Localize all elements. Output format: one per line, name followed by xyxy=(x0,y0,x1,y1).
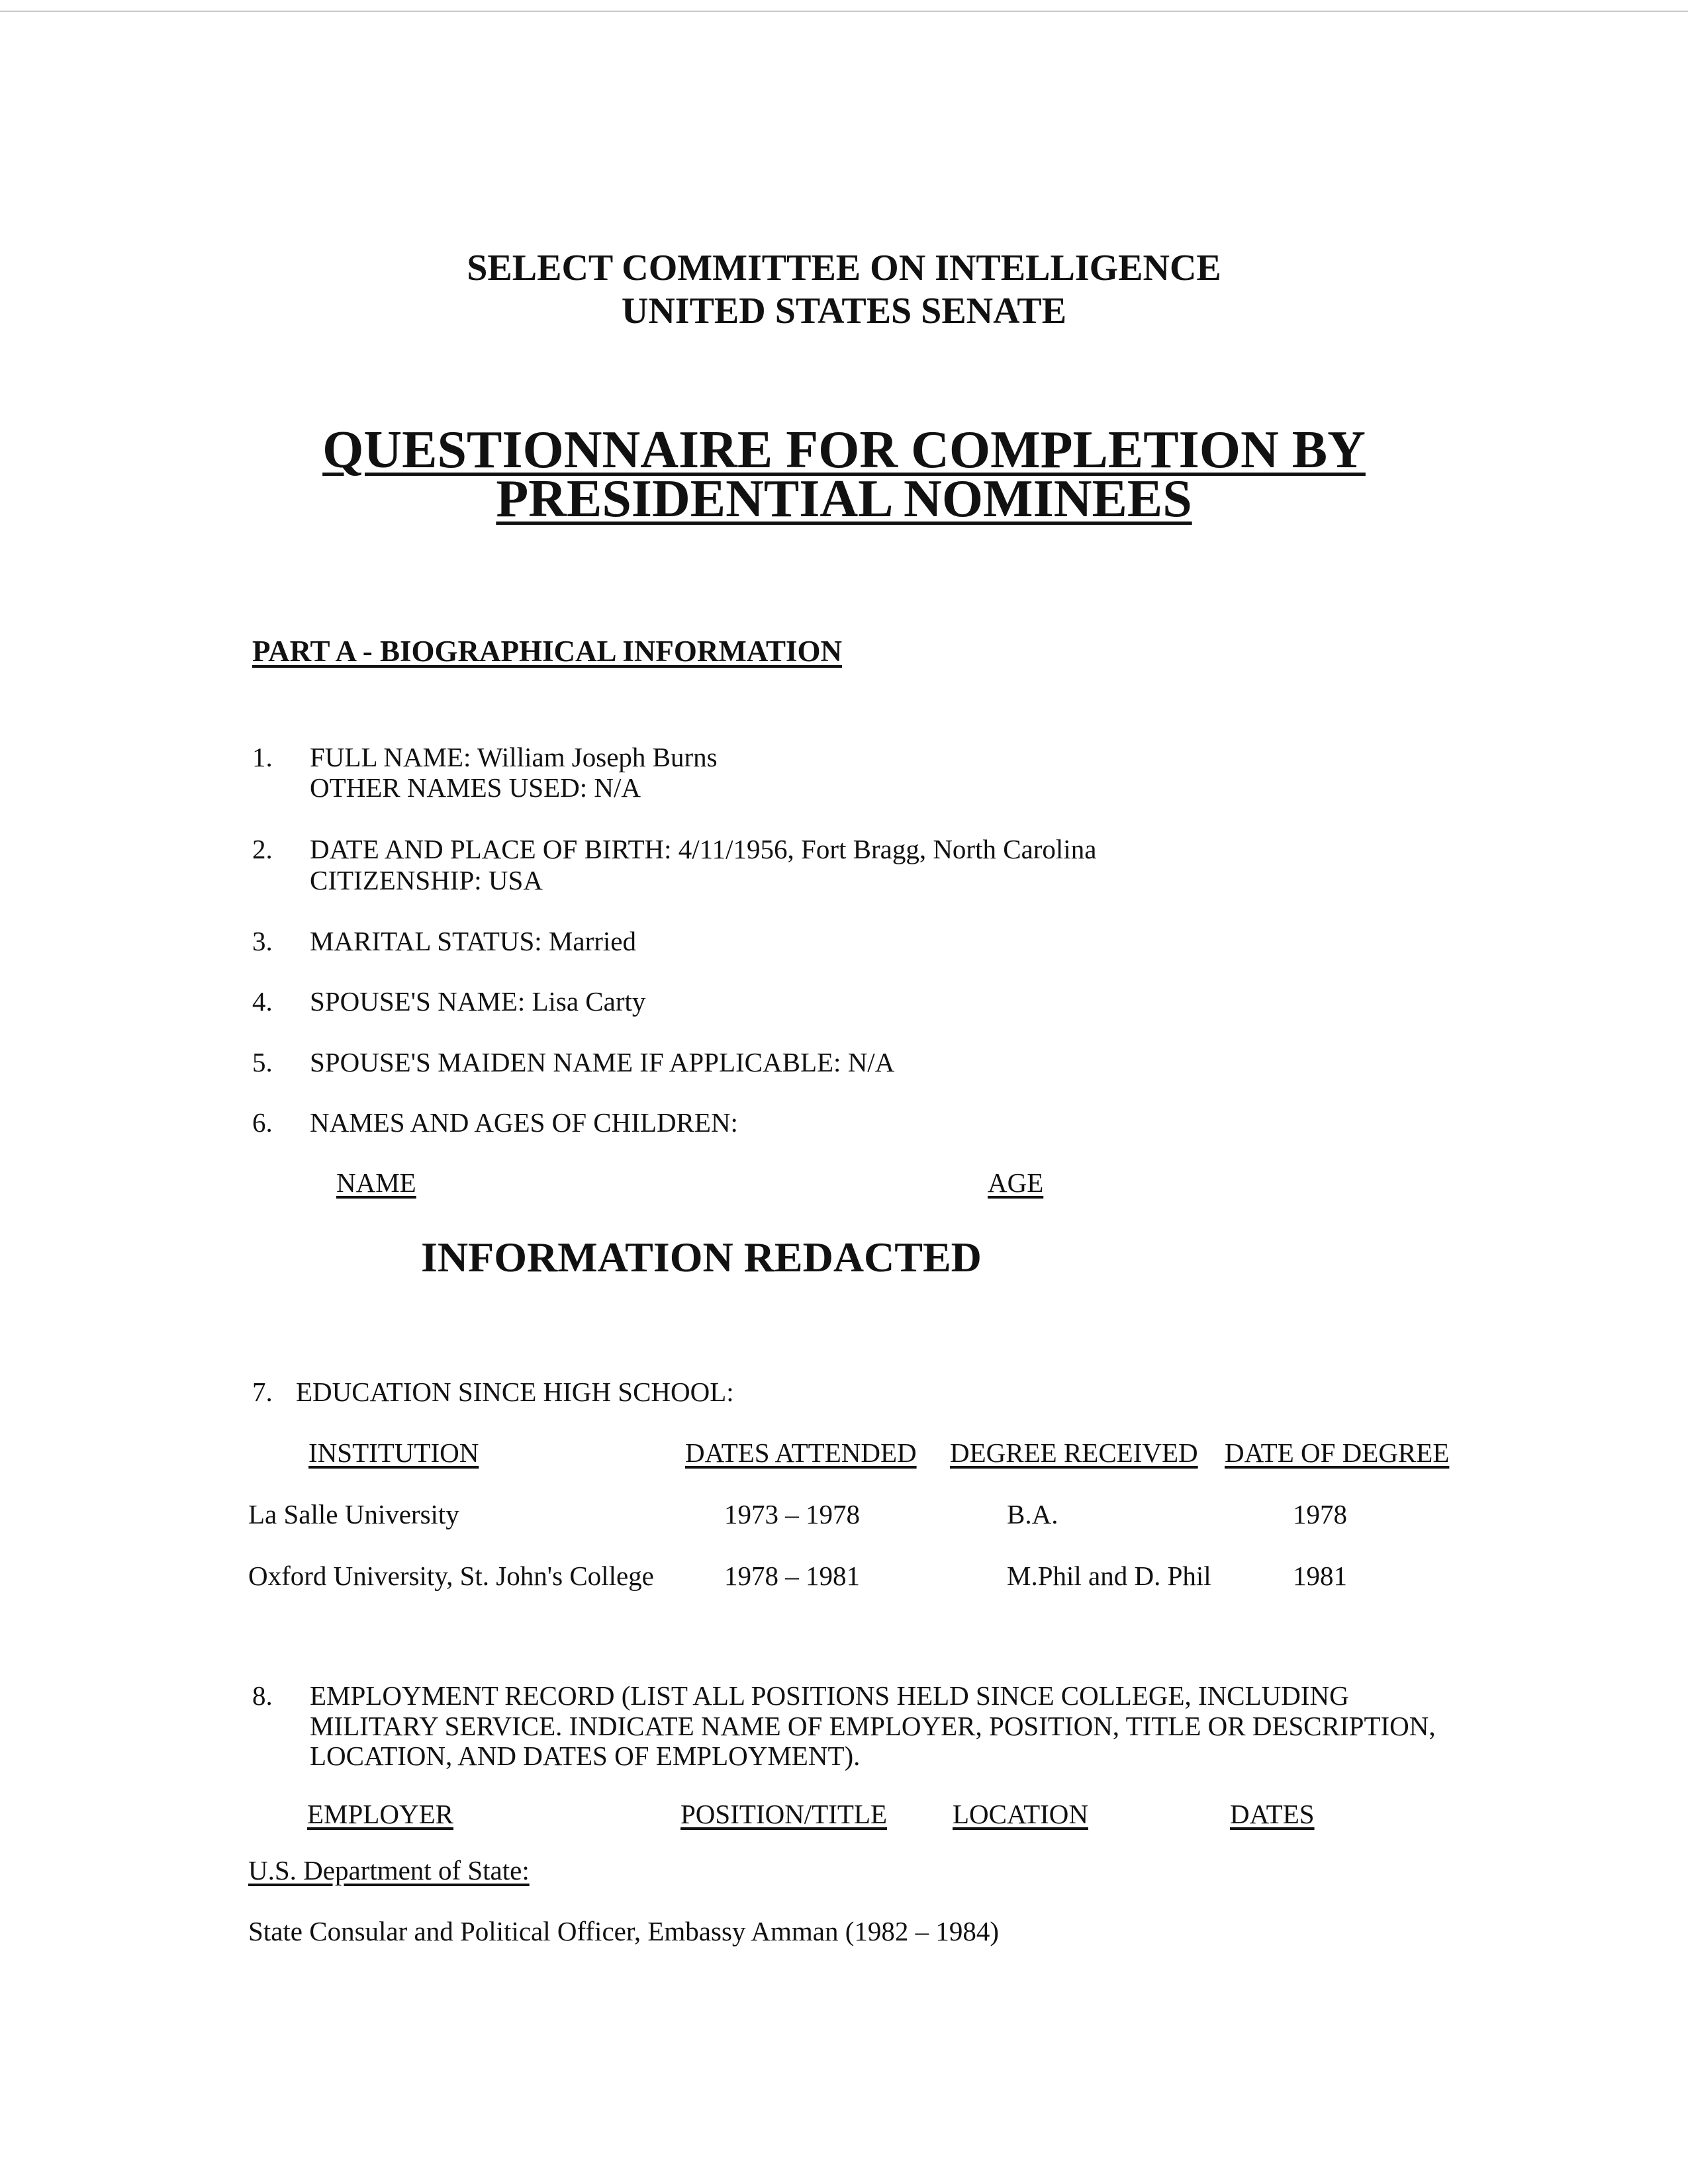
spouse-maiden-name: SPOUSE'S MAIDEN NAME IF APPLICABLE: N/A xyxy=(310,1047,895,1077)
emp-header-dates: DATES xyxy=(1230,1799,1315,1829)
edu-degree: B.A. xyxy=(1007,1499,1058,1529)
marital-status: MARITAL STATUS: Married xyxy=(310,926,636,956)
children-name-header: NAME xyxy=(336,1167,416,1198)
item-number: 7. xyxy=(252,1377,273,1407)
item-number: 1. xyxy=(252,742,273,772)
item-number: 6. xyxy=(252,1107,273,1138)
senate-name: UNITED STATES SENATE xyxy=(621,291,1067,332)
emp-header-employer: EMPLOYER xyxy=(307,1799,453,1829)
birth-info: DATE AND PLACE OF BIRTH: 4/11/1956, Fort Bragg, North Carolina xyxy=(310,834,1097,864)
edu-degree-date: 1978 xyxy=(1293,1499,1347,1529)
employment-entry: State Consular and Political Officer, Embassy Amman (1982 – 1984) xyxy=(248,1916,1000,1946)
committee-name: SELECT COMMITTEE ON INTELLIGENCE xyxy=(467,248,1221,289)
edu-institution: La Salle University xyxy=(248,1499,459,1529)
spouse-name: SPOUSE'S NAME: Lisa Carty xyxy=(310,986,646,1017)
full-name: FULL NAME: William Joseph Burns xyxy=(310,742,718,772)
item-number: 5. xyxy=(252,1047,273,1077)
emp-header-location: LOCATION xyxy=(953,1799,1088,1829)
item-number: 4. xyxy=(252,986,273,1017)
other-names: OTHER NAMES USED: N/A xyxy=(310,772,641,803)
edu-header-institution: INSTITUTION xyxy=(308,1437,479,1468)
item-number: 3. xyxy=(252,926,273,956)
children-label: NAMES AND AGES OF CHILDREN: xyxy=(310,1107,738,1138)
edu-dates: 1978 – 1981 xyxy=(724,1561,860,1591)
edu-dates: 1973 – 1978 xyxy=(724,1499,860,1529)
employer-name: U.S. Department of State: xyxy=(248,1855,530,1886)
employment-instructions: EMPLOYMENT RECORD (LIST ALL POSITIONS HELD SINCE COLLEGE, INCLUDING xyxy=(310,1680,1349,1711)
page-title-line2: PRESIDENTIAL NOMINEES xyxy=(496,470,1192,528)
page-title-line1: QUESTIONNAIRE FOR COMPLETION BY xyxy=(322,421,1366,479)
emp-header-position: POSITION/TITLE xyxy=(680,1799,888,1829)
edu-degree: M.Phil and D. Phil xyxy=(1007,1561,1211,1591)
edu-header-degree: DEGREE RECEIVED xyxy=(950,1437,1198,1468)
edu-degree-date: 1981 xyxy=(1293,1561,1347,1591)
education-label: EDUCATION SINCE HIGH SCHOOL: xyxy=(296,1377,734,1407)
section-heading: PART A - BIOGRAPHICAL INFORMATION xyxy=(252,635,842,668)
item-number: 8. xyxy=(252,1680,273,1711)
item-number: 2. xyxy=(252,834,273,864)
edu-header-dates: DATES ATTENDED xyxy=(685,1437,917,1468)
citizenship: CITIZENSHIP: USA xyxy=(310,865,543,895)
scan-edge-line xyxy=(0,11,1688,12)
edu-header-degree-date: DATE OF DEGREE xyxy=(1225,1437,1450,1468)
employment-instructions: MILITARY SERVICE. INDICATE NAME OF EMPLOYER, POSITION, TITLE OR DESCRIPTION, xyxy=(310,1711,1436,1741)
redacted-notice: INFORMATION REDACTED xyxy=(421,1234,982,1281)
children-age-header: AGE xyxy=(988,1167,1044,1198)
employment-instructions: LOCATION, AND DATES OF EMPLOYMENT). xyxy=(310,1741,861,1771)
edu-institution: Oxford University, St. John's College xyxy=(248,1561,654,1591)
